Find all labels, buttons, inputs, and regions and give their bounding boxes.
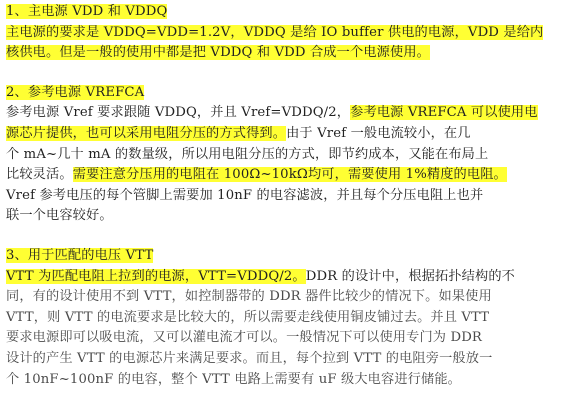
text-run: 由于 Vref 一般电流较小，在几 (286, 125, 471, 141)
section-heading (6, 2, 566, 23)
paragraph-line (6, 349, 566, 370)
section-main-power (6, 2, 566, 64)
text-run: 参考电源 Vref 要求跟随 VDDQ，并且 Vref=VDDQ/2， (6, 105, 351, 121)
text-run-highlight: 参考电源 VREFCA 可以使用电 (350, 105, 538, 121)
paragraph-line (6, 287, 566, 308)
section-heading (6, 83, 566, 104)
paragraph-line (6, 103, 566, 124)
text-run: VTT，则 VTT 的电流要求是比较大的，所以需要走线使用铜皮铺过去。并且 VTT (6, 309, 490, 325)
section-heading (6, 246, 566, 267)
text-run-highlight: VTT 为匹配电阻上拉到的电源，VTT=VDDQ/2。 (6, 268, 306, 284)
paragraph-line (6, 308, 566, 329)
section-spacer (6, 227, 566, 246)
paragraph-line (6, 328, 566, 349)
paragraph-line (6, 23, 566, 44)
text-run: 比较灵活。 (6, 167, 73, 183)
paragraph-line (6, 267, 566, 288)
text-run: 个 10nF~100nF 的电容，整个 VTT 电路上需要有 uF 级大电容进行储能。 (6, 371, 462, 387)
paragraph-line (6, 165, 566, 186)
section-vrefca (6, 83, 566, 227)
text-run-highlight: 需要注意分压用的电阻在 100Ω~10kΩ均可，需要使用 1%精度的电阻。 (72, 167, 507, 183)
document-page (6, 2, 566, 390)
paragraph-line (6, 124, 566, 145)
heading-text: 3、用于匹配的电压 VTT (6, 247, 154, 263)
text-run: 个 mA~几十 mA 的数量级，所以用电阻分压的方式，即节约成本，又能在布局上 (6, 146, 489, 162)
paragraph-line (6, 43, 566, 64)
text-run: 设计的产生 VTT 的电源芯片来满足要求。而且，每个拉到 VTT 的电阻旁一般放一 (6, 350, 493, 366)
text-run: Vref 参考电压的每个管脚上需要加 10nF 的电容滤波，并且每个分压电阻上也并 (6, 187, 484, 203)
section-spacer (6, 64, 566, 83)
text-run: 主电源的要求是 VDDQ=VDD=1.2V，VDDQ 是给 IO buffer 供电的电源，VDD 是给内 (6, 24, 544, 40)
paragraph-line (6, 145, 566, 166)
paragraph-line (6, 206, 566, 227)
text-run-highlight: 源芯片提供，也可以采用电阻分压的方式得到。 (6, 125, 287, 141)
text-run: 要求电源即可以吸电流，又可以灌电流才可以。一般情况下可以使用专门为 DDR (6, 330, 483, 346)
text-run: DDR 的设计中，根据拓扑结构的不 (305, 268, 516, 284)
text-run: 同，有的设计使用不到 VTT，如控制器带的 DDR 器件比较少的情况下。如果使用 (6, 289, 492, 305)
paragraph-line (6, 186, 566, 207)
heading-text: 1、主电源 VDD 和 VDDQ (6, 4, 168, 19)
section-vtt (6, 246, 566, 390)
heading-text: 2、参考电源 VREFCA (6, 84, 145, 100)
text-run: 联一个电容较好。 (6, 208, 113, 224)
paragraph-line (6, 370, 566, 391)
text-run: 核供电。但是一般的使用中都是把 VDDQ 和 VDD 合成一个电源使用。 (6, 45, 431, 61)
